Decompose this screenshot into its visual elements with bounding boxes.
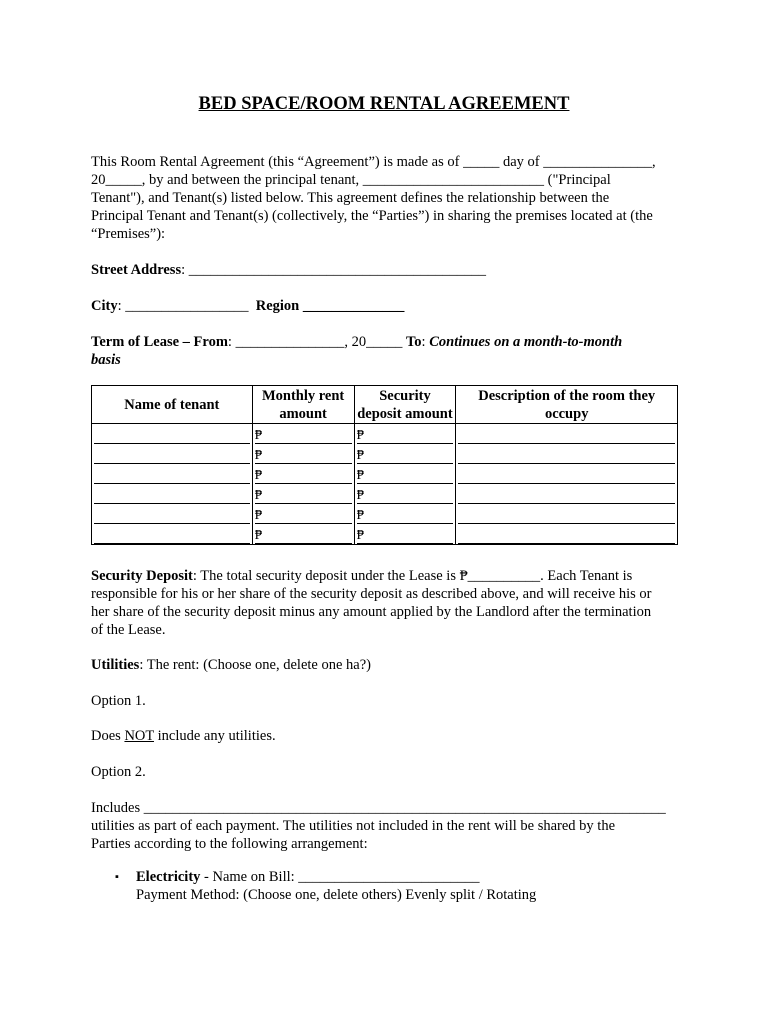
rent-cell: ₱ [252,464,354,484]
option-2-paragraph [91,799,683,853]
security-deposit-text: : The total security deposit under the Lease is ₱__________. Each Tenant is [192,568,633,584]
intro-line: Tenant"), and Tenant(s) listed below. This agreement defines the relationship between the [91,190,610,206]
description-cell [456,484,678,504]
table-row [92,504,678,524]
table-row [92,484,678,504]
term-label: Term of Lease – From [91,334,228,350]
security-deposit-text: her share of the security deposit minus any amount applied by the Landlord after the termination [91,604,652,620]
not-emphasis: NOT [124,728,154,744]
bullet-icon: ▪ [115,871,119,883]
term-of-lease [91,333,683,369]
rent-cell: ₱ [252,424,354,445]
intro-line: Principal Tenant and Tenant(s) (collectively, the “Parties”) in sharing the premises located at (the [91,208,653,224]
table-row [92,524,678,545]
city-label: City [91,298,118,314]
intro-line: This Room Rental Agreement (this “Agreement”) is made as of _____ day of _______________, [91,154,656,170]
option-1-text-post: include any utilities. [153,728,276,744]
electricity-name-on-bill: - Name on Bill: _________________________ [200,869,480,885]
document-title: BED SPACE/ROOM RENTAL AGREEMENT [198,94,570,114]
option-1-label: Option 1. [91,693,146,709]
deposit-cell: ₱ [354,444,456,464]
security-deposit-text: of the Lease. [91,622,166,638]
electricity-label: Electricity [136,869,201,885]
security-deposit-paragraph [91,567,683,639]
intro-line: 20_____, by and between the principal tenant, _________________________ ("Principal [91,172,611,188]
term-to-sep: : [421,334,430,350]
region-field: ______________ [299,298,405,314]
street-address-label: Street Address [91,262,182,278]
description-cell [456,464,678,484]
deposit-cell: ₱ [354,424,456,445]
header-room-description: Description of the room they occupy [456,386,678,424]
term-to-value-cont: basis [91,352,121,368]
table-row [92,464,678,484]
deposit-cell: ₱ [354,464,456,484]
electricity-payment-method: Payment Method: (Choose one, delete others) Evenly split / Rotating [136,887,537,903]
deposit-cell: ₱ [354,484,456,504]
term-to-label: To [405,334,422,350]
list-item [136,868,676,904]
city-field: : _________________ [117,298,249,314]
term-from-field: : _______________, 20_____ [227,334,406,350]
tenant-name-cell [92,424,253,445]
street-address-line [91,261,683,279]
utilities-text: : The rent: (Choose one, delete one ha?) [139,657,371,673]
rent-cell: ₱ [252,524,354,545]
street-address-field: : _________________________________________ [181,262,486,278]
table-row [92,424,678,445]
term-to-value: Continues on a month-to-month [429,334,623,350]
rent-cell: ₱ [252,484,354,504]
deposit-cell: ₱ [354,524,456,545]
security-deposit-text: responsible for his or her share of the security deposit as described above, and will receive his or [91,586,652,602]
header-name-of-tenant: Name of tenant [92,386,253,424]
rent-cell: ₱ [252,444,354,464]
deposit-cell: ₱ [354,504,456,524]
option-2-text: Includes ________________________________________________________________________ [91,800,666,816]
tenant-name-cell [92,504,253,524]
option-1-text-pre: Does [91,728,125,744]
table-header-row [92,386,678,424]
description-cell [456,504,678,524]
header-security-deposit: Security deposit amount [354,386,456,424]
region-label: Region [255,298,300,314]
option-1-text [91,727,683,745]
table-row [92,444,678,464]
header-monthly-rent: Monthly rent amount [252,386,354,424]
tenants-table [91,385,678,545]
utilities-line [91,656,683,674]
tenant-name-cell [92,524,253,545]
option-2-text: utilities as part of each payment. The utilities not included in the rent will be shared by the [91,818,616,834]
description-cell [456,524,678,545]
tenant-name-cell [92,484,253,504]
intro-paragraph [91,153,683,243]
description-cell [456,424,678,445]
option-2-text: Parties according to the following arrangement: [91,836,368,852]
option-2-label: Option 2. [91,764,146,780]
tenant-name-cell [92,464,253,484]
rent-cell: ₱ [252,504,354,524]
intro-line: “Premises”): [91,226,166,242]
description-cell [456,444,678,464]
security-deposit-label: Security Deposit [91,568,193,584]
tenant-name-cell [92,444,253,464]
city-region-line [91,297,683,315]
utilities-label: Utilities [91,657,140,673]
